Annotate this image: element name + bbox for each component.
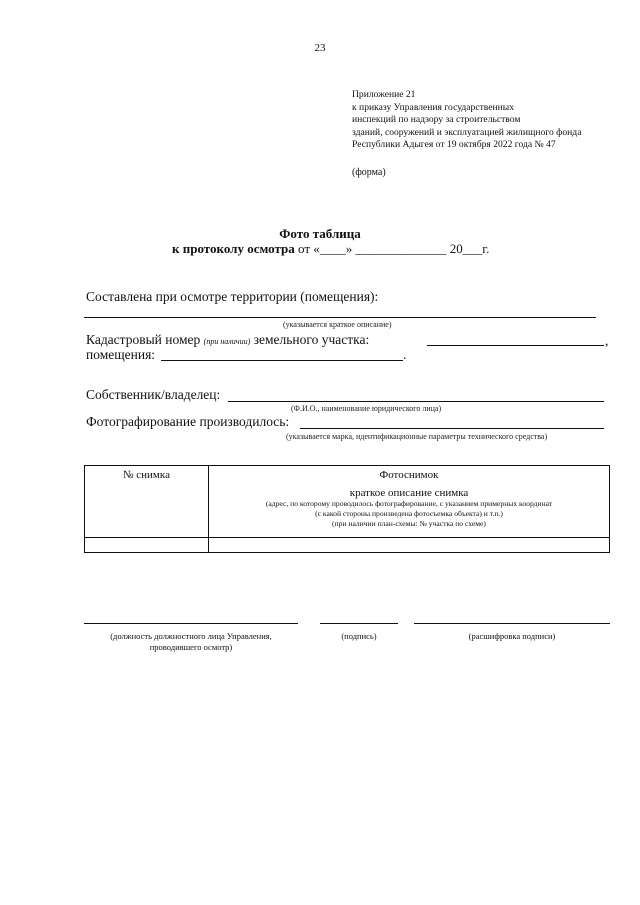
photo-number-cell[interactable] bbox=[85, 538, 209, 553]
appendix-line: Республики Адыгея от 19 октября 2022 года № 47 bbox=[352, 139, 556, 150]
appendix-line: зданий, сооружений и эксплуатацией жилищного фонда bbox=[352, 126, 582, 138]
composed-label: Составлена при осмотре территории (помещения): bbox=[86, 289, 379, 304]
premises-dot: . bbox=[403, 347, 407, 362]
owner-hint: (Ф.И.О., наименование юридического лица) bbox=[291, 404, 442, 413]
photo-cell[interactable] bbox=[209, 538, 610, 553]
position-signature-line[interactable] bbox=[84, 623, 298, 624]
premises-field-line[interactable] bbox=[161, 360, 403, 361]
signature-line[interactable] bbox=[320, 623, 398, 624]
composed-field-line[interactable] bbox=[84, 317, 596, 318]
cadastral-comma: , bbox=[605, 333, 609, 348]
photo-header-subtitle: краткое описание снимка bbox=[349, 487, 469, 499]
cadastral-hint: (при наличии) bbox=[203, 337, 251, 346]
table-row bbox=[85, 538, 610, 553]
appendix-line: к приказу Управления государственных bbox=[352, 101, 515, 113]
table-header-row bbox=[85, 466, 610, 538]
column-header-photo-number: № снимка bbox=[85, 466, 209, 538]
position-label-line: проводившего осмотр) bbox=[149, 642, 233, 652]
document-title: Фото таблица bbox=[279, 226, 361, 241]
photo-header-note: (с какой стороны произведена фотосъемка объекта) и т.п.) bbox=[315, 509, 503, 518]
appendix-line: Приложение 21 bbox=[352, 89, 416, 100]
signature-label: (подпись) bbox=[341, 631, 377, 641]
photo-device-label: Фотографирование производилось: bbox=[86, 414, 290, 429]
subtitle-date: от «____» ______________ 20___г. bbox=[294, 241, 490, 256]
appendix-line: инспекций по надзору за строительством bbox=[352, 114, 521, 125]
appendix-block bbox=[352, 89, 581, 152]
decoding-signature-line[interactable] bbox=[414, 623, 610, 624]
cadastral-field-line[interactable] bbox=[427, 345, 604, 346]
form-note: (форма) bbox=[352, 167, 386, 178]
cadastral-rest: земельного участка: bbox=[253, 332, 370, 347]
photo-device-hint: (указывается марка, идентификационные параметры технического средства) bbox=[286, 432, 548, 441]
photo-header-title: Фотоснимок bbox=[379, 469, 439, 481]
photo-table bbox=[84, 465, 610, 553]
document-subtitle bbox=[172, 241, 489, 257]
owner-field-line[interactable] bbox=[228, 401, 604, 402]
composed-hint: (указывается краткое описание) bbox=[283, 320, 392, 329]
position-label-line: (должность должностного лица Управления, bbox=[110, 631, 272, 641]
column-header-photo bbox=[209, 466, 610, 538]
cadastral-label: Кадастровый номер bbox=[86, 332, 201, 347]
photo-device-field-line[interactable] bbox=[300, 428, 604, 429]
position-label bbox=[84, 631, 298, 653]
owner-label: Собственник/владелец: bbox=[86, 387, 221, 402]
photo-header-note: (адрес, по которому проводилось фотографирование, с указанием примерных координат bbox=[265, 499, 553, 508]
photo-header-note: (при наличии план-схемы: № участка по схеме) bbox=[332, 519, 486, 528]
cadastral-row bbox=[86, 332, 369, 348]
premises-label: помещения: bbox=[86, 347, 156, 362]
subtitle-bold: к протоколу осмотра bbox=[172, 241, 295, 256]
page-number: 23 bbox=[314, 42, 326, 54]
decoding-label: (расшифровка подписи) bbox=[468, 631, 556, 641]
